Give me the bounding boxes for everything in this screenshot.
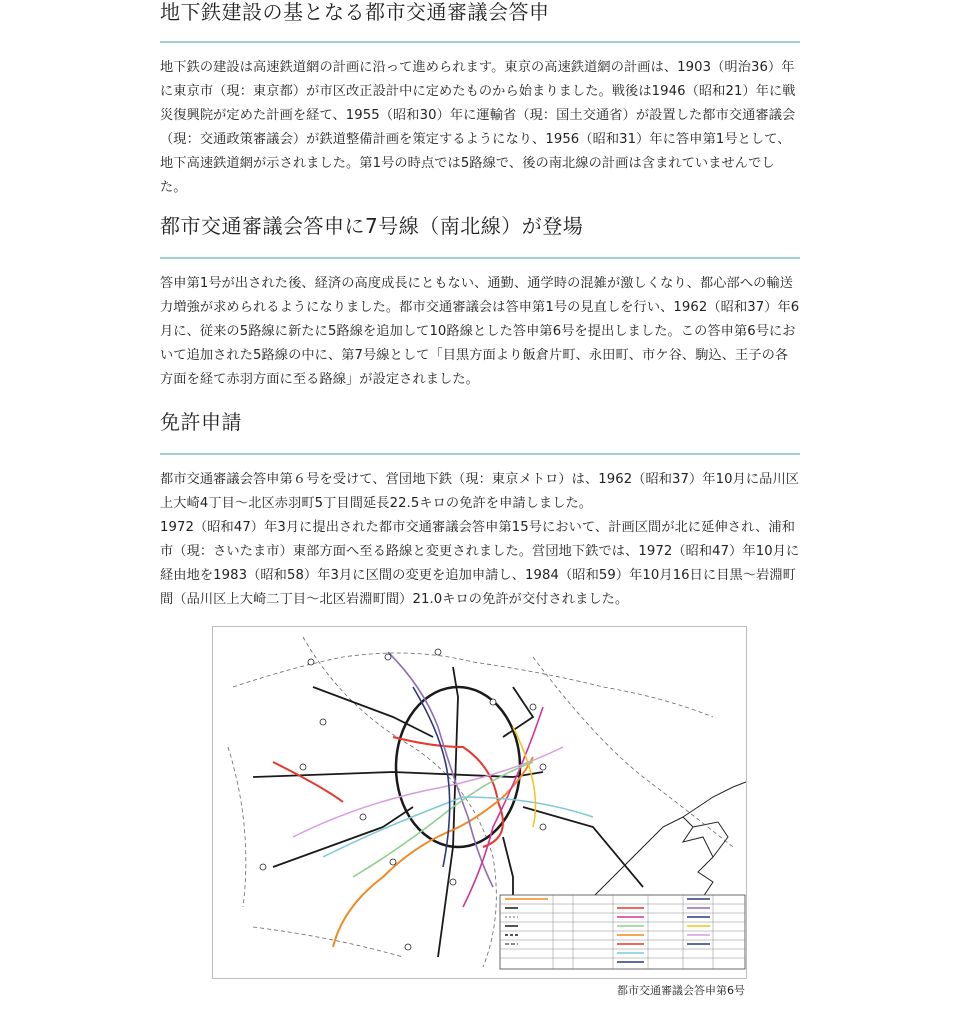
section-paragraph: 都市交通審議会答申第６号を受けて、営団地下鉄（現：東京メトロ）は、1962（昭和37）年10月に品川区上大崎4丁目～北区赤羽町5丁目間延長22.5キロの免許を申請しました。	[160, 472, 800, 511]
heading-underline	[160, 41, 800, 43]
section-paragraph: 1972（昭和47）年3月に提出された都市交通審議会答申第15号において、計画区間が北に延伸され、浦和市（現：さいたま市）東部方面へ至る路線と変更されました。営団地下鉄では、1972（昭和47）年10月に経由地を1983（昭和58）年3月に区間の変更を追加申請し、1984（昭和59）年10月16日に目黒～岩淵町間（品川区上大崎二丁目～北区岩淵町間）21.0キロの免許が交付されました。	[160, 520, 800, 607]
section-paragraph-group	[160, 468, 800, 612]
map-legend	[500, 895, 745, 969]
heading-underline	[160, 257, 800, 259]
figure-caption: 都市交通審議会答申第6号	[617, 984, 745, 997]
heading-underline	[160, 453, 800, 455]
section-paragraph: 答申第1号が出された後、経済の高度成長にともない、通勤、通学時の混雑が激しくなり、都心部への輸送力増強が求められるようになりました。都市交通審議会は答申第1号の見直しを行い、1962（昭和37）年6月に、従来の5路線に新たに5路線を追加して10路線とした答申第6号を提出しました。この答申第6号において追加された5路線の中に、第7号線として「目黒方面より飯倉片町、永田町、市ケ谷、駒込、王子の各方面を経て赤羽方面に至る路線」が設定されました。	[160, 276, 800, 387]
section-paragraph: 地下鉄の建設は高速鉄道網の計画に沿って進められます。東京の高速鉄道網の計画は、1903（明治36）年に東京市（現：東京都）が市区改正設計中に定めたものから始まりました。戦後は1946（昭和21）年に戦災復興院が定めた計画を経て、1955（昭和30）年に運輸省（現：国土交通省）が設置した都市交通審議会（現：交通政策審議会）が鉄道整備計画を策定するようになり、1956（昭和31）年に答申第1号として、地下高速鉄道網が示されました。第1号の時点では5路線で、後の南北線の計画は含まれていませんでした。	[160, 60, 796, 195]
planned-line-purple	[388, 652, 493, 887]
subway-plan-map	[212, 626, 747, 979]
section-heading: 地下鉄建設の基となる都市交通審議会答申	[160, 0, 550, 24]
section-heading: 免許申請	[160, 410, 242, 434]
map-illustration	[213, 627, 746, 978]
section-heading: 都市交通審議会答申に7号線（南北線）が登場	[160, 214, 584, 238]
